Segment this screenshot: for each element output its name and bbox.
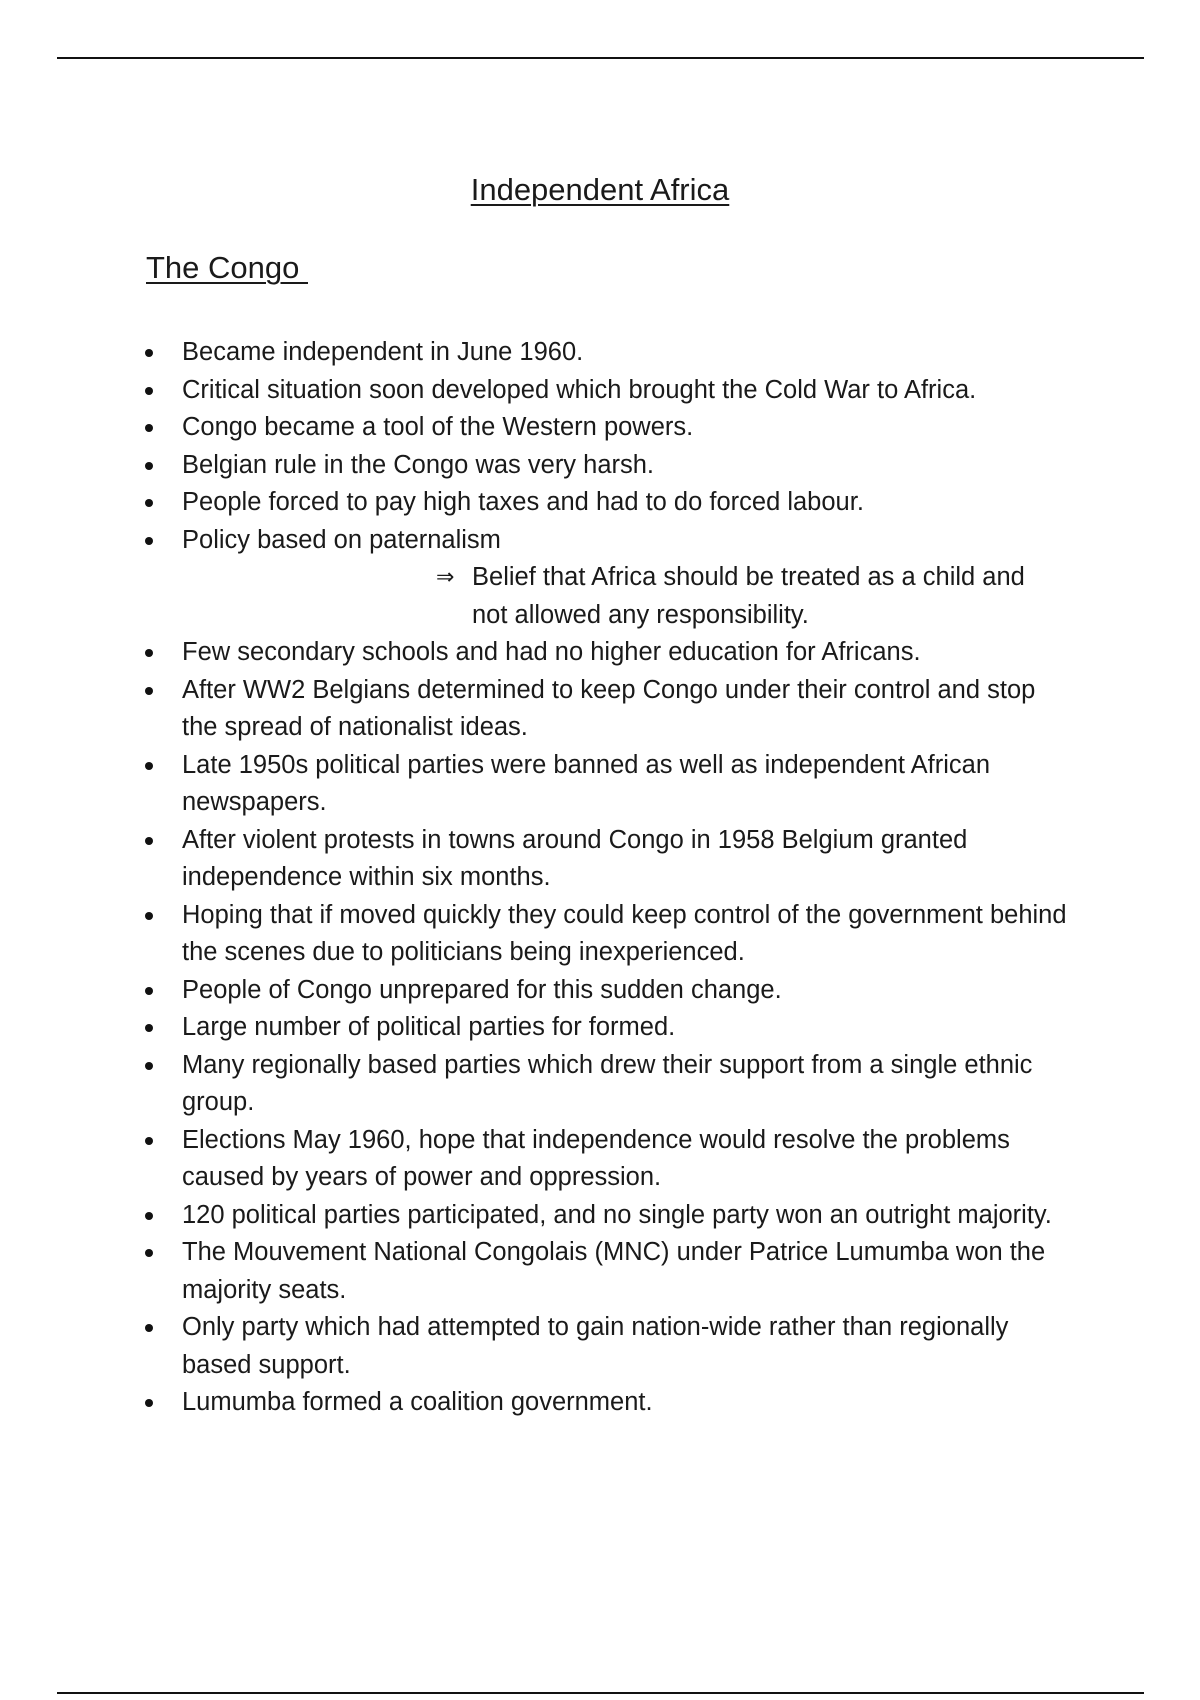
bullet-icon <box>145 837 153 845</box>
list-item <box>0 372 1072 410</box>
list-item-text: Elections May 1960, hope that independence would resolve the problems caused by years of power and oppression. <box>182 1125 1010 1191</box>
list-item <box>0 1122 1072 1197</box>
bullet-icon <box>145 1399 153 1407</box>
bullet-icon <box>145 687 153 695</box>
list-item-text: Belgian rule in the Congo was very harsh. <box>182 450 655 479</box>
section-heading: The Congo <box>146 250 308 285</box>
list-item-text: Late 1950s political parties were banned as well as independent African newspapers. <box>182 750 991 816</box>
list-item <box>0 897 1072 972</box>
bullet-icon <box>145 1137 153 1145</box>
bullet-icon <box>145 1024 153 1032</box>
bullet-icon <box>145 1062 153 1070</box>
bullet-icon <box>145 649 153 657</box>
sub-point <box>0 559 1062 634</box>
list-item-text: 120 political parties participated, and no single party won an outright majority. <box>182 1200 1052 1229</box>
bullet-icon <box>145 762 153 770</box>
bullet-icon <box>145 1324 153 1332</box>
list-item <box>0 972 1072 1010</box>
list-item <box>0 747 1072 822</box>
list-item <box>0 634 1072 672</box>
list-item <box>0 1009 1072 1047</box>
list-item-text: Congo became a tool of the Western powers. <box>182 413 694 441</box>
sub-point-text: Belief that Africa should be treated as a child and not allowed any responsibility. <box>472 563 1025 629</box>
bullet-icon <box>145 1212 153 1220</box>
list-item-text: People of Congo unprepared for this sudden change. <box>182 975 782 1004</box>
bullet-icon <box>145 912 153 920</box>
bullet-icon <box>145 462 153 470</box>
list-item-text: Few secondary schools and had no higher education for Africans. <box>182 638 921 666</box>
list-item-text: Lumumba formed a coalition government. <box>182 1388 653 1416</box>
list-item <box>0 447 1072 485</box>
list-item <box>0 522 1072 560</box>
list-item <box>0 334 1072 372</box>
bullet-icon <box>145 387 153 395</box>
list-item-text: People forced to pay high taxes and had to do forced labour. <box>182 488 864 516</box>
bullet-list <box>0 334 1200 1422</box>
bullet-icon <box>145 537 153 545</box>
list-item-text: Large number of political parties for formed. <box>182 1013 676 1041</box>
list-item <box>0 484 1072 522</box>
list-item-text: Policy based on paternalism <box>182 525 501 554</box>
list-item-text: Became independent in June 1960. <box>182 338 584 366</box>
bullet-icon <box>145 424 153 432</box>
list-item-text: Hoping that if moved quickly they could keep control of the government behind the scenes due to politicians being inexperienced. <box>182 900 1067 966</box>
bullet-icon <box>145 499 153 507</box>
list-item <box>0 822 1072 897</box>
list-item-text: After violent protests in towns around Congo in 1958 Belgium granted independence within six months. <box>182 825 968 891</box>
list-item-text: Critical situation soon developed which brought the Cold War to Africa. <box>182 375 977 404</box>
list-item <box>0 1384 1072 1422</box>
list-item-text: Many regionally based parties which drew their support from a single ethnic group. <box>182 1050 1033 1116</box>
list-item <box>0 1047 1072 1122</box>
top-rule <box>57 57 1144 59</box>
list-item <box>0 1309 1072 1384</box>
list-item <box>0 672 1072 747</box>
list-item <box>0 1197 1072 1235</box>
list-item <box>0 409 1072 447</box>
arrow-icon: ⇒ <box>436 565 455 590</box>
bottom-rule <box>57 1692 1144 1694</box>
list-item-text: Only party which had attempted to gain nation-wide rather than regionally based support. <box>182 1313 1009 1379</box>
page-title: Independent Africa <box>470 172 730 207</box>
list-item <box>0 1234 1072 1309</box>
list-item-text: After WW2 Belgians determined to keep Congo under their control and stop the spread of nationalist ideas. <box>182 675 1036 741</box>
bullet-icon <box>145 349 153 357</box>
bullet-icon <box>145 987 153 995</box>
list-item-text: The Mouvement National Congolais (MNC) under Patrice Lumumba won the majority seats. <box>182 1238 1046 1304</box>
bullet-icon <box>145 1249 153 1257</box>
